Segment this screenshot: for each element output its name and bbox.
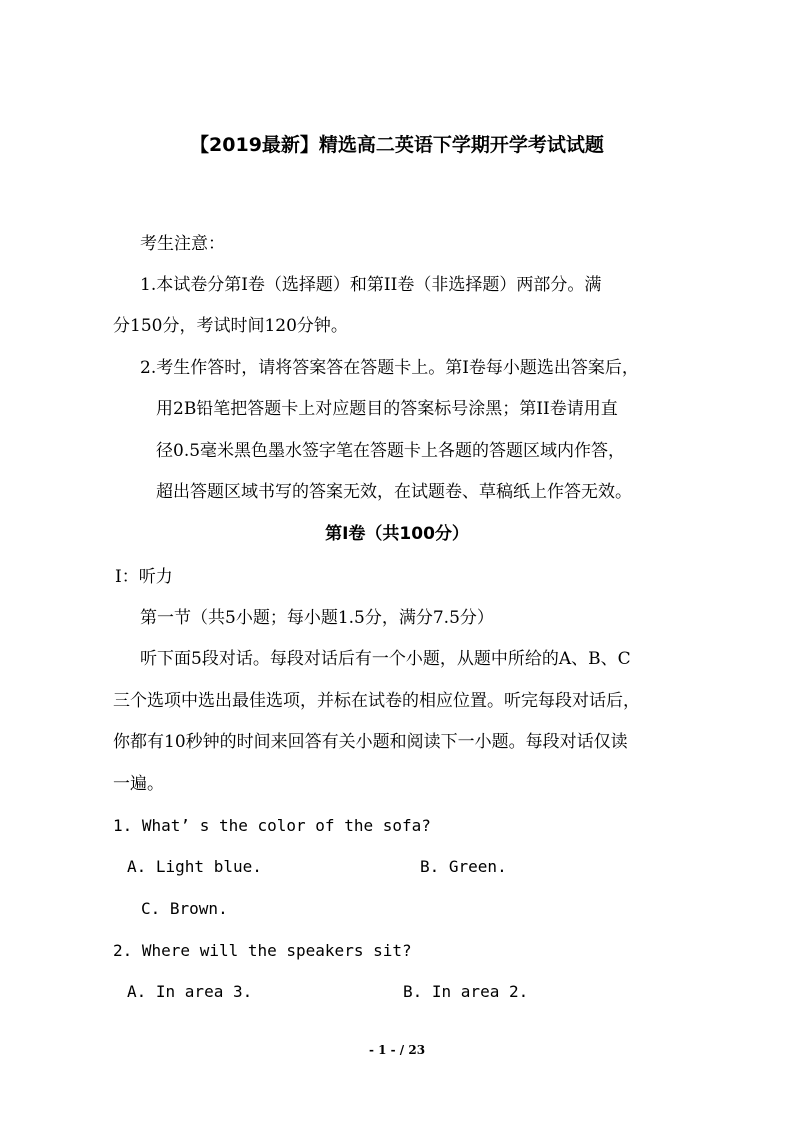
notice-item-1-line-1: 1.本试卷分第Ⅰ卷（选择题）和第II卷（非选择题）两部分。满: [140, 275, 602, 295]
question-1-option-b: B. Green.: [420, 857, 507, 876]
section-1-title: 第Ⅰ卷（共100分）: [325, 524, 469, 544]
question-2: 2. Where will the speakers sit?: [113, 941, 412, 960]
subsection-1-heading: 第一节（共5小题；每小题1.5分，满分7.5分）: [140, 608, 494, 628]
page-title: 【2019最新】精选高二英语下学期开学考试试题: [190, 134, 604, 156]
notice-heading: 考生注意：: [140, 234, 225, 254]
notice-item-2-line-3: 径0.5毫米黑色墨水签字笔在答题卡上各题的答题区域内作答，: [156, 441, 626, 461]
question-1-option-c: C. Brown.: [141, 899, 228, 918]
instructions-line-4: 一遍。: [113, 774, 164, 794]
instructions-line-1: 听下面5段对话。每段对话后有一个小题，从题中所给的A、B、C: [140, 649, 631, 669]
notice-item-2-line-4: 超出答题区域书写的答案无效，在试题卷、草稿纸上作答无效。: [156, 482, 632, 502]
question-2-option-b: B. In area 2.: [403, 982, 529, 1001]
question-1: 1. What’ s the color of the sofa?: [113, 816, 431, 835]
instructions-line-2: 三个选项中选出最佳选项，并标在试卷的相应位置。听完每段对话后，: [113, 691, 640, 711]
question-2-option-a: A. In area 3.: [127, 982, 253, 1001]
part-1-heading: Ⅰ：听力: [115, 567, 173, 587]
notice-item-2-line-2: 用2B铅笔把答题卡上对应题目的答案标号涂黑；第II卷请用直: [156, 399, 618, 419]
question-1-option-a: A. Light blue.: [127, 857, 262, 876]
page-number-footer: - 1 - / 23: [368, 1043, 426, 1057]
notice-item-1-line-2: 分150分，考试时间120分钟。: [113, 316, 348, 336]
notice-item-2-line-1: 2.考生作答时，请将答案答在答题卡上。第Ⅰ卷每小题选出答案后，: [140, 358, 639, 378]
instructions-line-3: 你都有10秒钟的时间来回答有关小题和阅读下一小题。每段对话仅读: [113, 732, 628, 752]
